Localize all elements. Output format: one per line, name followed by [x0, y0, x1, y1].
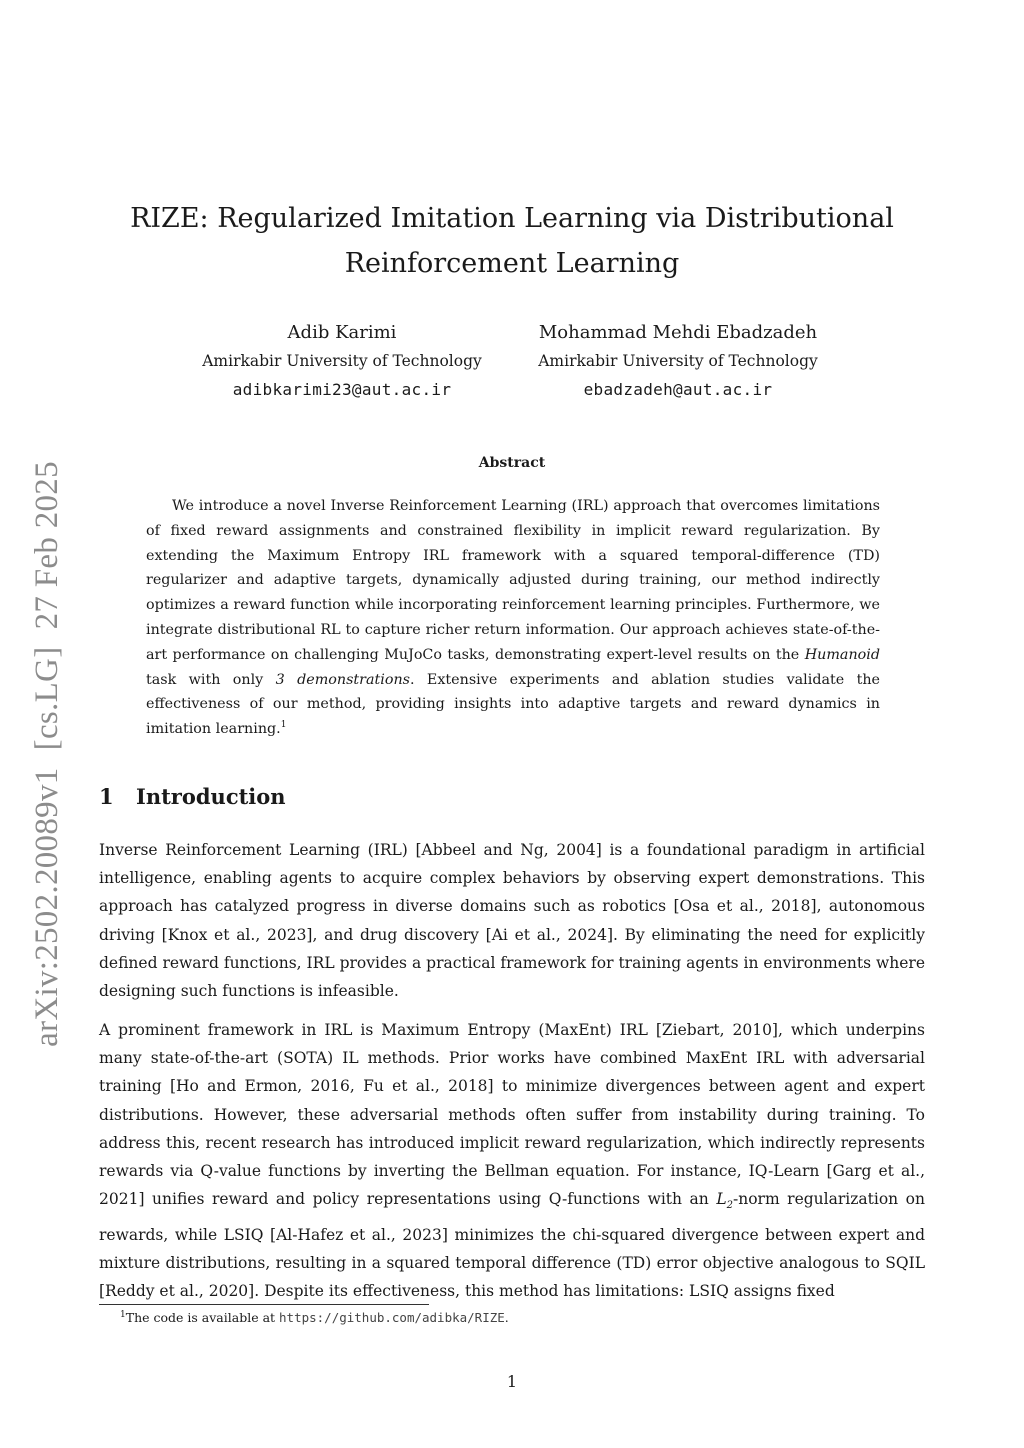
paragraph-text: -norm regularization on rewards, while LSIQ [Al-Hafez et al., 2023] minimizes the chi-squared divergence between expert and mixture distributions, resulting in a squared temporal difference (TD) error objective analogous to SQIL [Reddy et al., 2020]. Despite its effectiveness, this method has limitations: LSIQ assigns fixed	[99, 1190, 925, 1300]
abstract-text-part1: We introduce a novel Inverse Reinforcement Learning (IRL) approach that overcomes limitations of fixed reward assignments and constrained flexibility in implicit reward regularization. By extending the Maximum Entropy IRL framework with a squared temporal-difference (TD) regularizer and adaptive targets, dynamically adjusted during training, our method indirectly optimizes a reward function while incorporating reinforcement learning principles. Furthermore, we integrate distributional RL to capture richer return information. Our approach achieves state-of-the-art performance on challenging MuJoCo tasks, demonstrating expert-level results on the	[146, 498, 880, 663]
intro-paragraph-1: Inverse Reinforcement Learning (IRL) [Abbeel and Ng, 2004] is a foundational paradigm in artificial intelligence, enabling agents to acquire complex behaviors by observing expert demonstrations. This approach has catalyzed progress in diverse domains such as robotics [Osa et al., 2018], autonomous driving [Knox et al., 2023], and drug discovery [Ai et al., 2024]. By eliminating the need for explicitly defined reward functions, IRL provides a practical framework for training agents in environments where designing such functions is infeasible.	[99, 841, 925, 1001]
author-name: Mohammad Mehdi Ebadzadeh	[538, 322, 818, 343]
abstract-text-part2: task with only	[146, 671, 276, 688]
math-l2-norm	[716, 1190, 733, 1212]
author-affiliation: Amirkabir University of Technology	[538, 352, 818, 370]
author-email[interactable]: adibkarimi23@aut.ac.ir	[232, 380, 452, 399]
math-subscript: 2	[726, 1200, 733, 1212]
section-title: Introduction	[136, 784, 286, 809]
footnote-text: The code is available at	[125, 1310, 280, 1325]
math-base: L	[716, 1190, 727, 1209]
paper-title-line2: Reinforcement Learning	[344, 248, 680, 279]
arxiv-id: arXiv:2502.20089v1	[29, 767, 65, 1047]
footnote-url-link[interactable]: https://github.com/adibka/RIZE	[279, 1310, 505, 1325]
footnote-marker: 1	[120, 1309, 126, 1320]
author-block-1	[172, 319, 512, 405]
abstract-emph-task: Humanoid	[804, 646, 880, 663]
author-block-2	[508, 319, 848, 405]
author-email[interactable]: ebadzadeh@aut.ac.ir	[583, 380, 773, 399]
intro-paragraph-2	[99, 1016, 925, 1305]
section-number: 1	[99, 784, 114, 809]
footnote-divider	[99, 1304, 429, 1305]
abstract-body	[146, 494, 880, 742]
abstract-footnote-marker[interactable]: 1	[280, 720, 287, 731]
arxiv-category: [cs.LG]	[29, 646, 65, 751]
abstract-text-part3: . Extensive experiments and ablation studies validate the effectiveness of our method, providing insights into adaptive targets and reward dynamics in imitation learning.	[146, 671, 880, 738]
abstract-heading: Abstract	[478, 455, 546, 471]
page-number: 1	[506, 1372, 518, 1391]
author-affiliation: Amirkabir University of Technology	[202, 352, 482, 370]
paper-title	[120, 196, 904, 286]
author-name: Adib Karimi	[287, 322, 397, 343]
footnote	[120, 1307, 509, 1329]
abstract-emph-demos: 3 demonstrations	[275, 671, 410, 688]
arxiv-sidebar-stamp	[24, 444, 70, 1064]
paragraph-text: A prominent framework in IRL is Maximum Entropy (MaxEnt) IRL [Ziebart, 2010], which underpins many state-of-the-art (SOTA) IL methods. Prior works have combined MaxEnt IRL with adversarial training [Ho and Ermon, 2016, Fu et al., 2018] to minimize divergences between agent and expert distributions. However, these adversarial methods often suffer from instability during training. To address this, recent research has introduced implicit reward regularization, which indirectly represents rewards via Q-value functions by inverting the Bellman equation. For instance, IQ-Learn [Garg et al., 2021] unifies reward and policy representations using Q-functions with an	[99, 1021, 925, 1209]
paper-title-line1: RIZE: Regularized Imitation Learning via Distributional	[130, 203, 894, 234]
footnote-end: .	[504, 1310, 509, 1325]
section-heading-introduction	[99, 781, 286, 813]
arxiv-date: 27 Feb 2025	[29, 461, 65, 630]
